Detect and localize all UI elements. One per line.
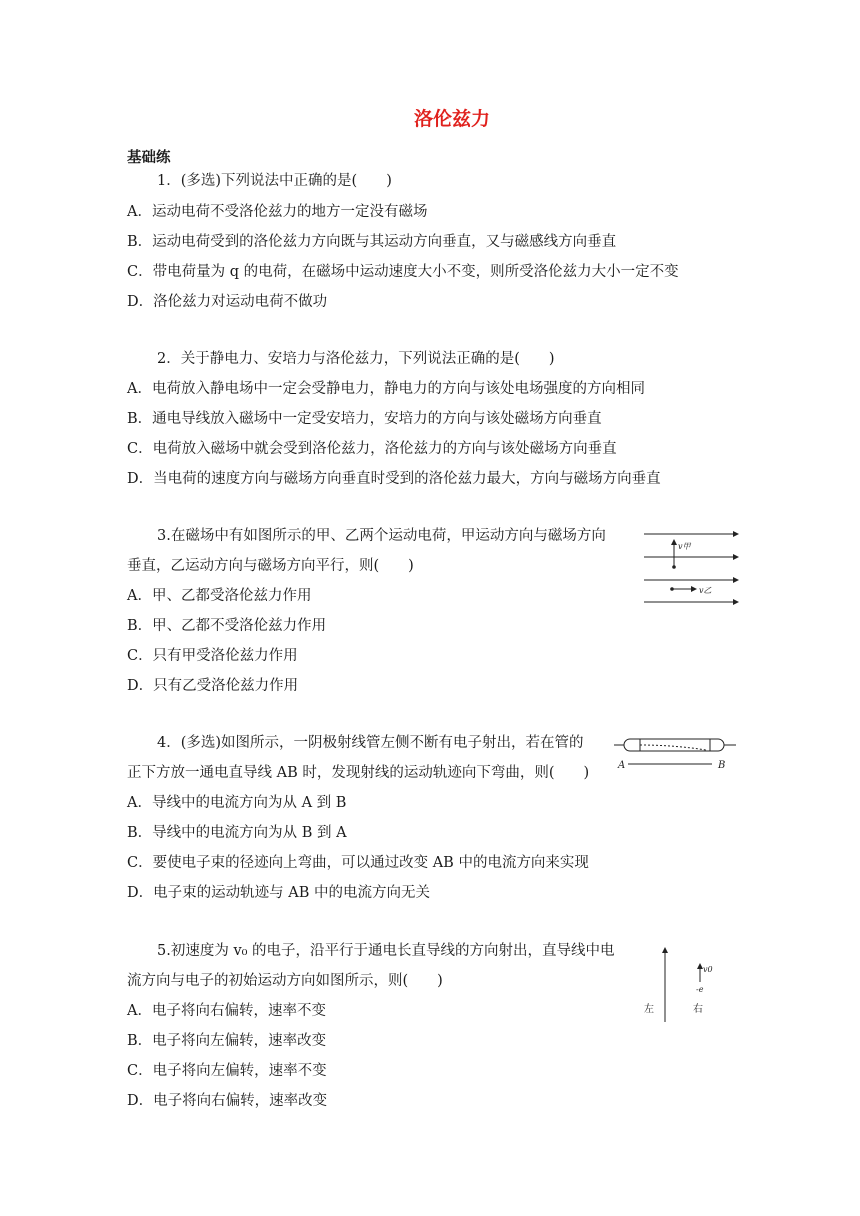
label-b: B — [718, 760, 726, 771]
q2-stem: 2．关于静电力、安培力与洛伦兹力，下列说法正确的是( ) — [157, 351, 555, 367]
tube-body — [624, 739, 724, 751]
q1-stem: 1．(多选)下列说法中正确的是( ) — [157, 173, 392, 189]
label-v-yi: v乙 — [699, 586, 712, 595]
q1-option-a: A．运动电荷不受洛伦兹力的地方一定没有磁场 — [127, 204, 428, 220]
q3-option-a: A．甲、乙都受洛伦兹力作用 — [127, 588, 312, 604]
q3-stem-line1: 3.在磁场中有如图所示的甲、乙两个运动电荷，甲运动方向与磁场方向 — [157, 528, 606, 544]
section-heading: 基础练 — [127, 150, 171, 166]
q4-option-d: D．电子束的运动轨迹与 AB 中的电流方向无关 — [127, 885, 430, 901]
q5-option-d: D．电子将向右偏转，速率改变 — [127, 1093, 328, 1109]
q5-option-b: B．电子将向左偏转，速率改变 — [127, 1033, 327, 1049]
page-title: 洛伦兹力 — [413, 108, 490, 130]
label-v-jia: v甲 — [678, 542, 691, 551]
q1-option-d: D．洛伦兹力对运动电荷不做功 — [127, 294, 328, 310]
label-electron: -e — [696, 985, 704, 994]
q4-stem-line2: 正下方放一通电直导线 AB 时，发现射线的运动轨迹向下弯曲，则( ) — [127, 765, 590, 781]
q4-option-a: A．导线中的电流方向为从 A 到 B — [127, 795, 347, 811]
q3-option-b: B．甲、乙都不受洛伦兹力作用 — [127, 618, 327, 634]
q5-option-c: C．电子将向左偏转，速率不变 — [127, 1063, 327, 1079]
label-left: 左 — [644, 1004, 654, 1015]
q2-option-d: D．当电荷的速度方向与磁场方向垂直时受到的洛伦兹力最大，方向与磁场方向垂直 — [127, 471, 661, 487]
q4-option-b: B．导线中的电流方向为从 B 到 A — [127, 825, 347, 841]
q4-option-c: C．要使电子束的径迹向上弯曲，可以通过改变 AB 中的电流方向来实现 — [127, 855, 589, 871]
q2-option-c: C．电荷放入磁场中就会受到洛伦兹力，洛伦兹力的方向与该处磁场方向垂直 — [127, 441, 617, 457]
q2-option-a: A．电荷放入静电场中一定会受静电力，静电力的方向与该处电场强度的方向相同 — [127, 381, 645, 397]
label-a: A — [618, 760, 626, 771]
label-v0: v0 — [703, 965, 713, 974]
q1-option-c: C．带电荷量为 q 的电荷，在磁场中运动速度大小不变，则所受洛伦兹力大小一定不变 — [127, 264, 679, 280]
q3-option-c: C．只有甲受洛伦兹力作用 — [127, 648, 298, 664]
q3-option-d: D．只有乙受洛伦兹力作用 — [127, 678, 299, 694]
q5-stem-line1: 5.初速度为 v₀ 的电子，沿平行于通电长直导线的方向射出，直导线中电 — [157, 943, 615, 959]
label-right: 右 — [693, 1004, 703, 1015]
q1-option-b: B．运动电荷受到的洛伦兹力方向既与其运动方向垂直，又与磁感线方向垂直 — [127, 234, 617, 250]
q4-stem-line1: 4．(多选)如图所示，一阴极射线管左侧不断有电子射出，若在管的 — [157, 735, 584, 751]
q5-option-a: A．电子将向右偏转，速率不变 — [127, 1003, 326, 1019]
q4-cathode-ray-tube-figure — [614, 731, 738, 771]
q2-option-b: B．通电导线放入磁场中一定受安培力，安培力的方向与该处磁场方向垂直 — [127, 411, 602, 427]
q5-stem-line2: 流方向与电子的初始运动方向如图所示，则( ) — [127, 973, 443, 989]
q5-wire-electron-figure — [640, 944, 720, 1024]
q3-magnetic-field-figure — [640, 528, 744, 608]
q3-stem-line2: 垂直，乙运动方向与磁场方向平行，则( ) — [127, 558, 414, 574]
